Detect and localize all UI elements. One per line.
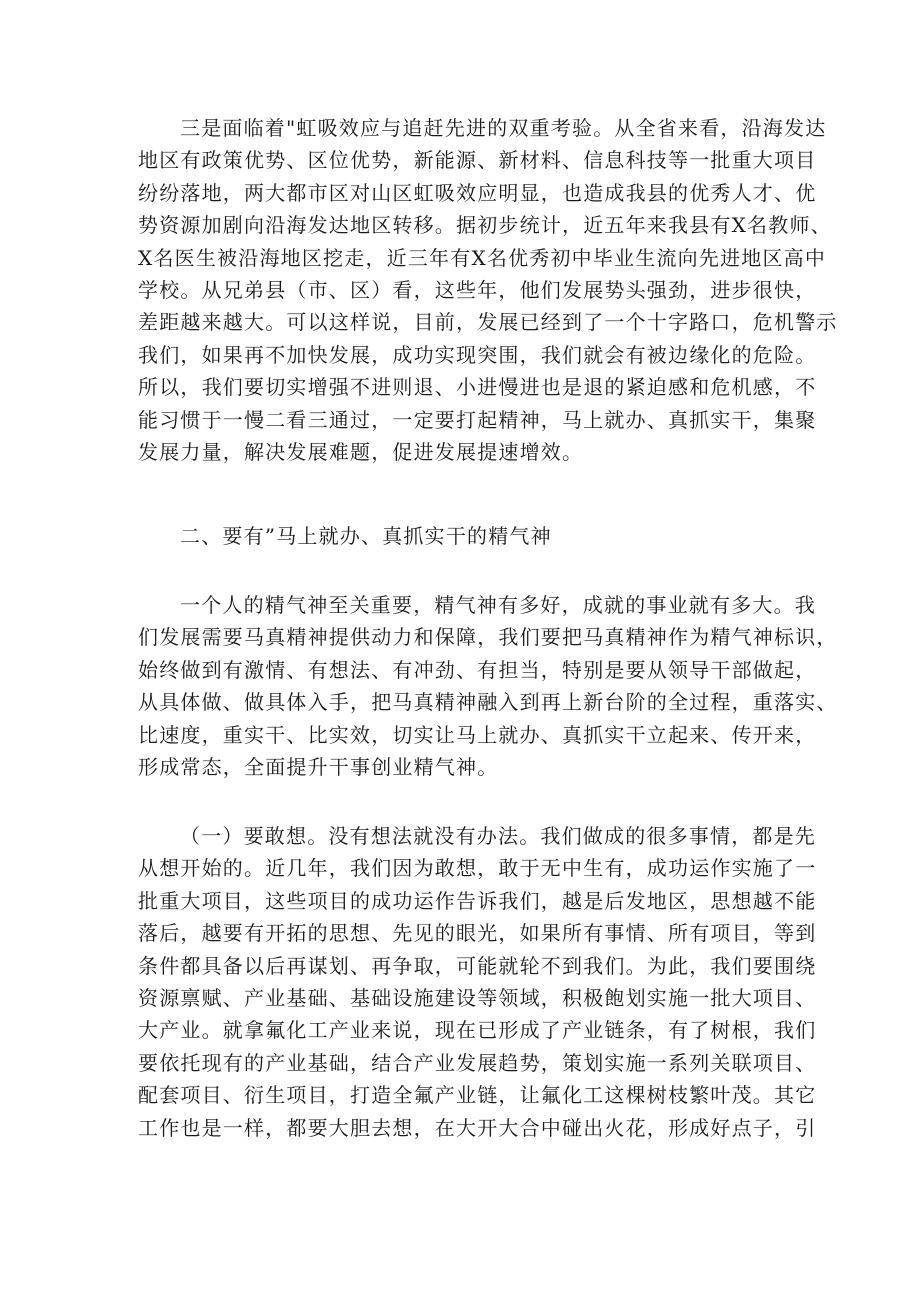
paragraph-line: 一个人的精气神至关重要，精气神有多好，成就的事业就有多大。我	[180, 593, 816, 617]
paragraph-line: 势资源加剧向沿海发达地区转移。据初步统计，近五年来我县有X名教师、	[138, 213, 832, 238]
paragraph-1	[138, 112, 838, 468]
paragraph-line: 地区有政策优势、区位优势，新能源、新材料、信息科技等一批重大项目	[138, 148, 817, 173]
paragraph-line: 从具体做、做具体入手，把马真精神融入到再上新台阶的全过程，重落实、	[138, 690, 838, 715]
paragraph-line: 始终做到有激情、有想法、有冲劲、有担当，特别是要从领导干部做起，	[138, 657, 817, 682]
paragraph-3	[138, 820, 817, 1144]
paragraph-line: 差距越来越大。可以这样说，目前，发展已经到了一个十字路口，危机警示	[138, 310, 838, 335]
paragraph-line: 我们，如果再不加快发展，成功实现突围，我们就会有被边缘化的危险。	[138, 342, 817, 367]
paragraph-line: 学校。从兄弟县（市、区）看，这些年，他们发展势头强劲，进步很快，	[138, 277, 817, 302]
paragraph-line: 配套项目、衍生项目，打造全氟产业链，让氟化工这棵树枝繁叶茂。其它	[138, 1083, 817, 1108]
heading-text: 二、要有”马上就办、真抓实干的精气神	[180, 524, 552, 548]
paragraph-line: 批重大项目，这些项目的成功运作告诉我们，越是后发地区，思想越不能	[138, 888, 817, 913]
paragraph-line: 能习惯于一慢二看三通过，一定要打起精神，马上就办、真抓实干，集聚	[138, 407, 817, 432]
paragraph-line: 大产业。就拿氟化工产业来说，现在已形成了产业链条，有了树根，我们	[138, 1018, 817, 1043]
paragraph-line: 三是面临着"虹吸效应与追赶先进的双重考验。从全省来看，沿海发达	[180, 116, 827, 140]
paragraph-line: 工作也是一样，都要大胆去想，在大开大合中碰出火花，形成好点子，引	[138, 1115, 817, 1140]
section-heading	[138, 520, 790, 552]
paragraph-line: 们发展需要马真精神提供动力和保障，我们要把马真精神作为精气神标识，	[138, 625, 838, 650]
paragraph-line: 发展力量，解决发展难题，促进发展提速增效。	[138, 439, 584, 464]
paragraph-2	[138, 589, 838, 783]
paragraph-line: （一）要敢想。没有想法就没有办法。我们做成的很多事情，都是先	[180, 824, 816, 848]
paragraph-line: 从想开始的。近几年，我们因为敢想，敢于无中生有，成功运作实施了一	[138, 856, 817, 881]
paragraph-line: 资源禀赋、产业基础、基础设施建设等领域，积极飽划实施一批大项目、	[138, 985, 817, 1010]
paragraph-line: 条件都具备以后再谋划、再争取，可能就轮不到我们。为此，我们要围绕	[138, 953, 817, 978]
paragraph-line: 落后，越要有开拓的思想、先见的眼光，如果所有事情、所有项目，等到	[138, 921, 817, 946]
paragraph-line: 比速度，重实干、比实效，切实让马上就办、真抓实干立起来、传开来，	[138, 722, 817, 747]
paragraph-line: 要依托现有的产业基础，结合产业发展趋势，策划实施一系列关联项目、	[138, 1050, 817, 1075]
paragraph-line: 纷纷落地，两大都市区对山区虹吸效应明显，也造成我县的优秀人才、优	[138, 180, 817, 205]
paragraph-line: 所以，我们要切实增强不进则退、小进慢进也是退的紧迫感和危机感，不	[138, 375, 817, 400]
paragraph-line: 形成常态，全面提升干事创业精气神。	[138, 754, 499, 779]
paragraph-line: X名医生被沿海地区挖走，近三年有X名优秀初中毕业生流向先进地区高中	[138, 245, 827, 270]
